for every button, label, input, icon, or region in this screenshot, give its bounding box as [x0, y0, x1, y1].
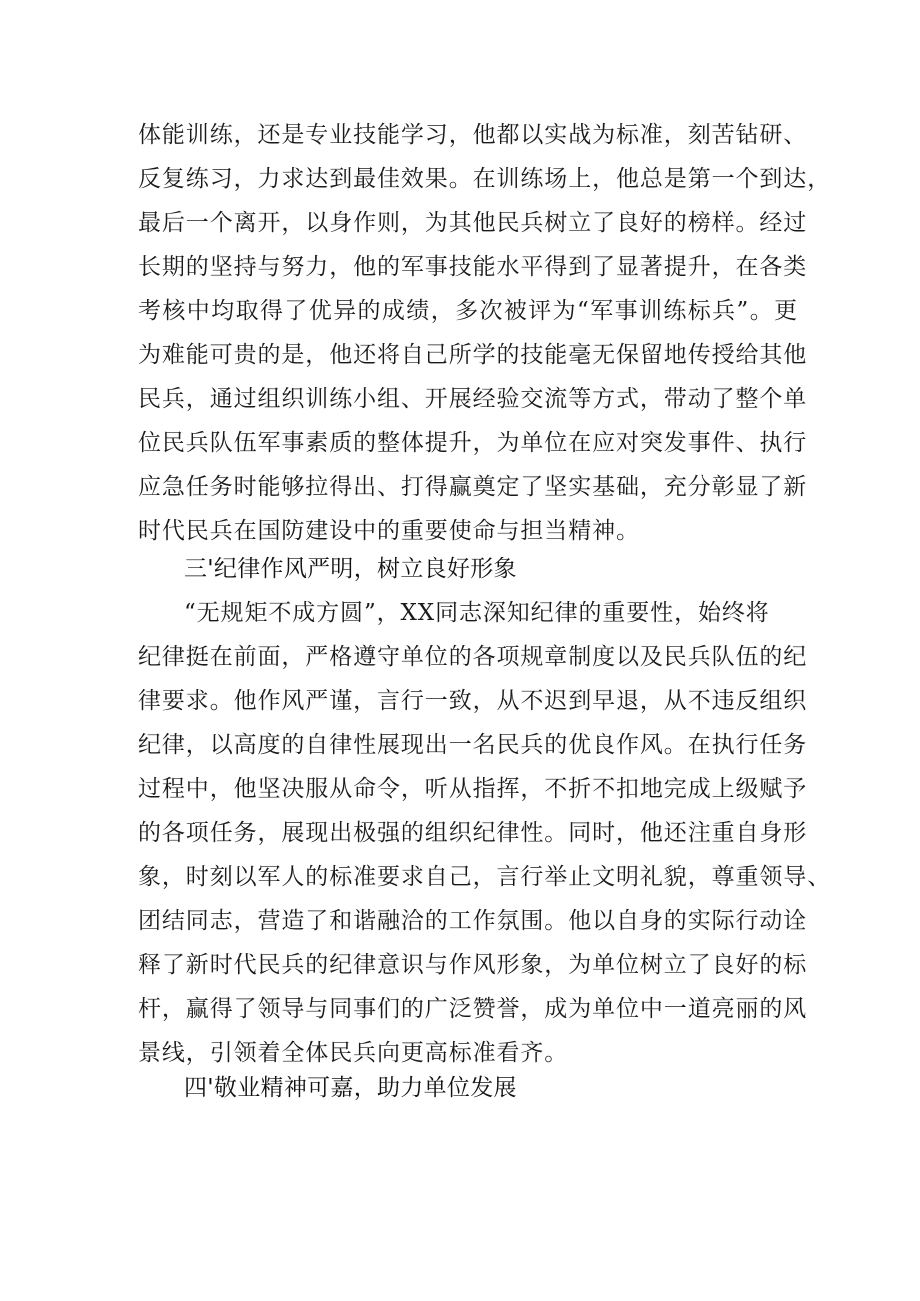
paragraph-line: “无规矩不成方圆”，XX同志深知纪律的重要性，始终将 [184, 600, 770, 626]
paragraph-line: 时代民兵在国防建设中的重要使命与担当精神。 [138, 518, 640, 544]
paragraph-line: 象，时刻以军人的标准要求自己，言行举止文明礼貌，尊重领导、 [138, 864, 832, 890]
paragraph-line: 律要求。他作风严谨，言行一致，从不迟到早退，从不违反组织 [138, 688, 808, 714]
paragraph-line: 释了新时代民兵的纪律意识与作风形象，为单位树立了良好的标 [138, 952, 808, 978]
paragraph-line: 反复练习，力求达到最佳效果。在训练场上，他总是第一个到达， [138, 166, 832, 192]
paragraph-line: 为难能可贵的是，他还将自己所学的技能毫无保留地传授给其他 [138, 342, 808, 368]
paragraph-line: 民兵，通过组织训练小组、开展经验交流等方式，带动了整个单 [138, 386, 808, 412]
paragraph-line: 团结同志，营造了和谐融洽的工作氛围。他以自身的实际行动诠 [138, 908, 808, 934]
paragraph-line: 纪律挺在前面，严格遵守单位的各项规章制度以及民兵队伍的纪 [138, 644, 808, 670]
paragraph-line: 体能训练，还是专业技能学习，他都以实战为标准，刻苦钻研、 [138, 122, 808, 148]
paragraph-line: 过程中，他坚决服从命令，听从指挥，不折不扣地完成上级赋予 [138, 776, 808, 802]
paragraph-line: 纪律，以高度的自律性展现出一名民兵的优良作风。在执行任务 [138, 732, 808, 758]
section-3-heading: 三'纪律作风严明，树立良好形象 [184, 556, 517, 582]
section-4-heading: 四'敬业精神可嘉，助力单位发展 [184, 1075, 517, 1101]
paragraph-line: 的各项任务，展现出极强的组织纪律性。同时，他还注重自身形 [138, 820, 808, 846]
paragraph-line: 景线，引领着全体民兵向更高标准看齐。 [138, 1040, 569, 1066]
paragraph-line: 杆，赢得了领导与同事们的广泛赞誉，成为单位中一道亮丽的风 [138, 996, 808, 1022]
paragraph-line: 长期的坚持与努力，他的军事技能水平得到了显著提升，在各类 [138, 254, 808, 280]
paragraph-line: 最后一个离开，以身作则，为其他民兵树立了良好的榜样。经过 [138, 210, 808, 236]
paragraph-line: 应急任务时能够拉得出、打得赢奠定了坚实基础，充分彰显了新 [138, 474, 808, 500]
paragraph-line: 位民兵队伍军事素质的整体提升，为单位在应对突发事件、执行 [138, 430, 808, 456]
paragraph-line: 考核中均取得了优异的成绩，多次被评为“军事训练标兵”。更 [138, 298, 798, 324]
